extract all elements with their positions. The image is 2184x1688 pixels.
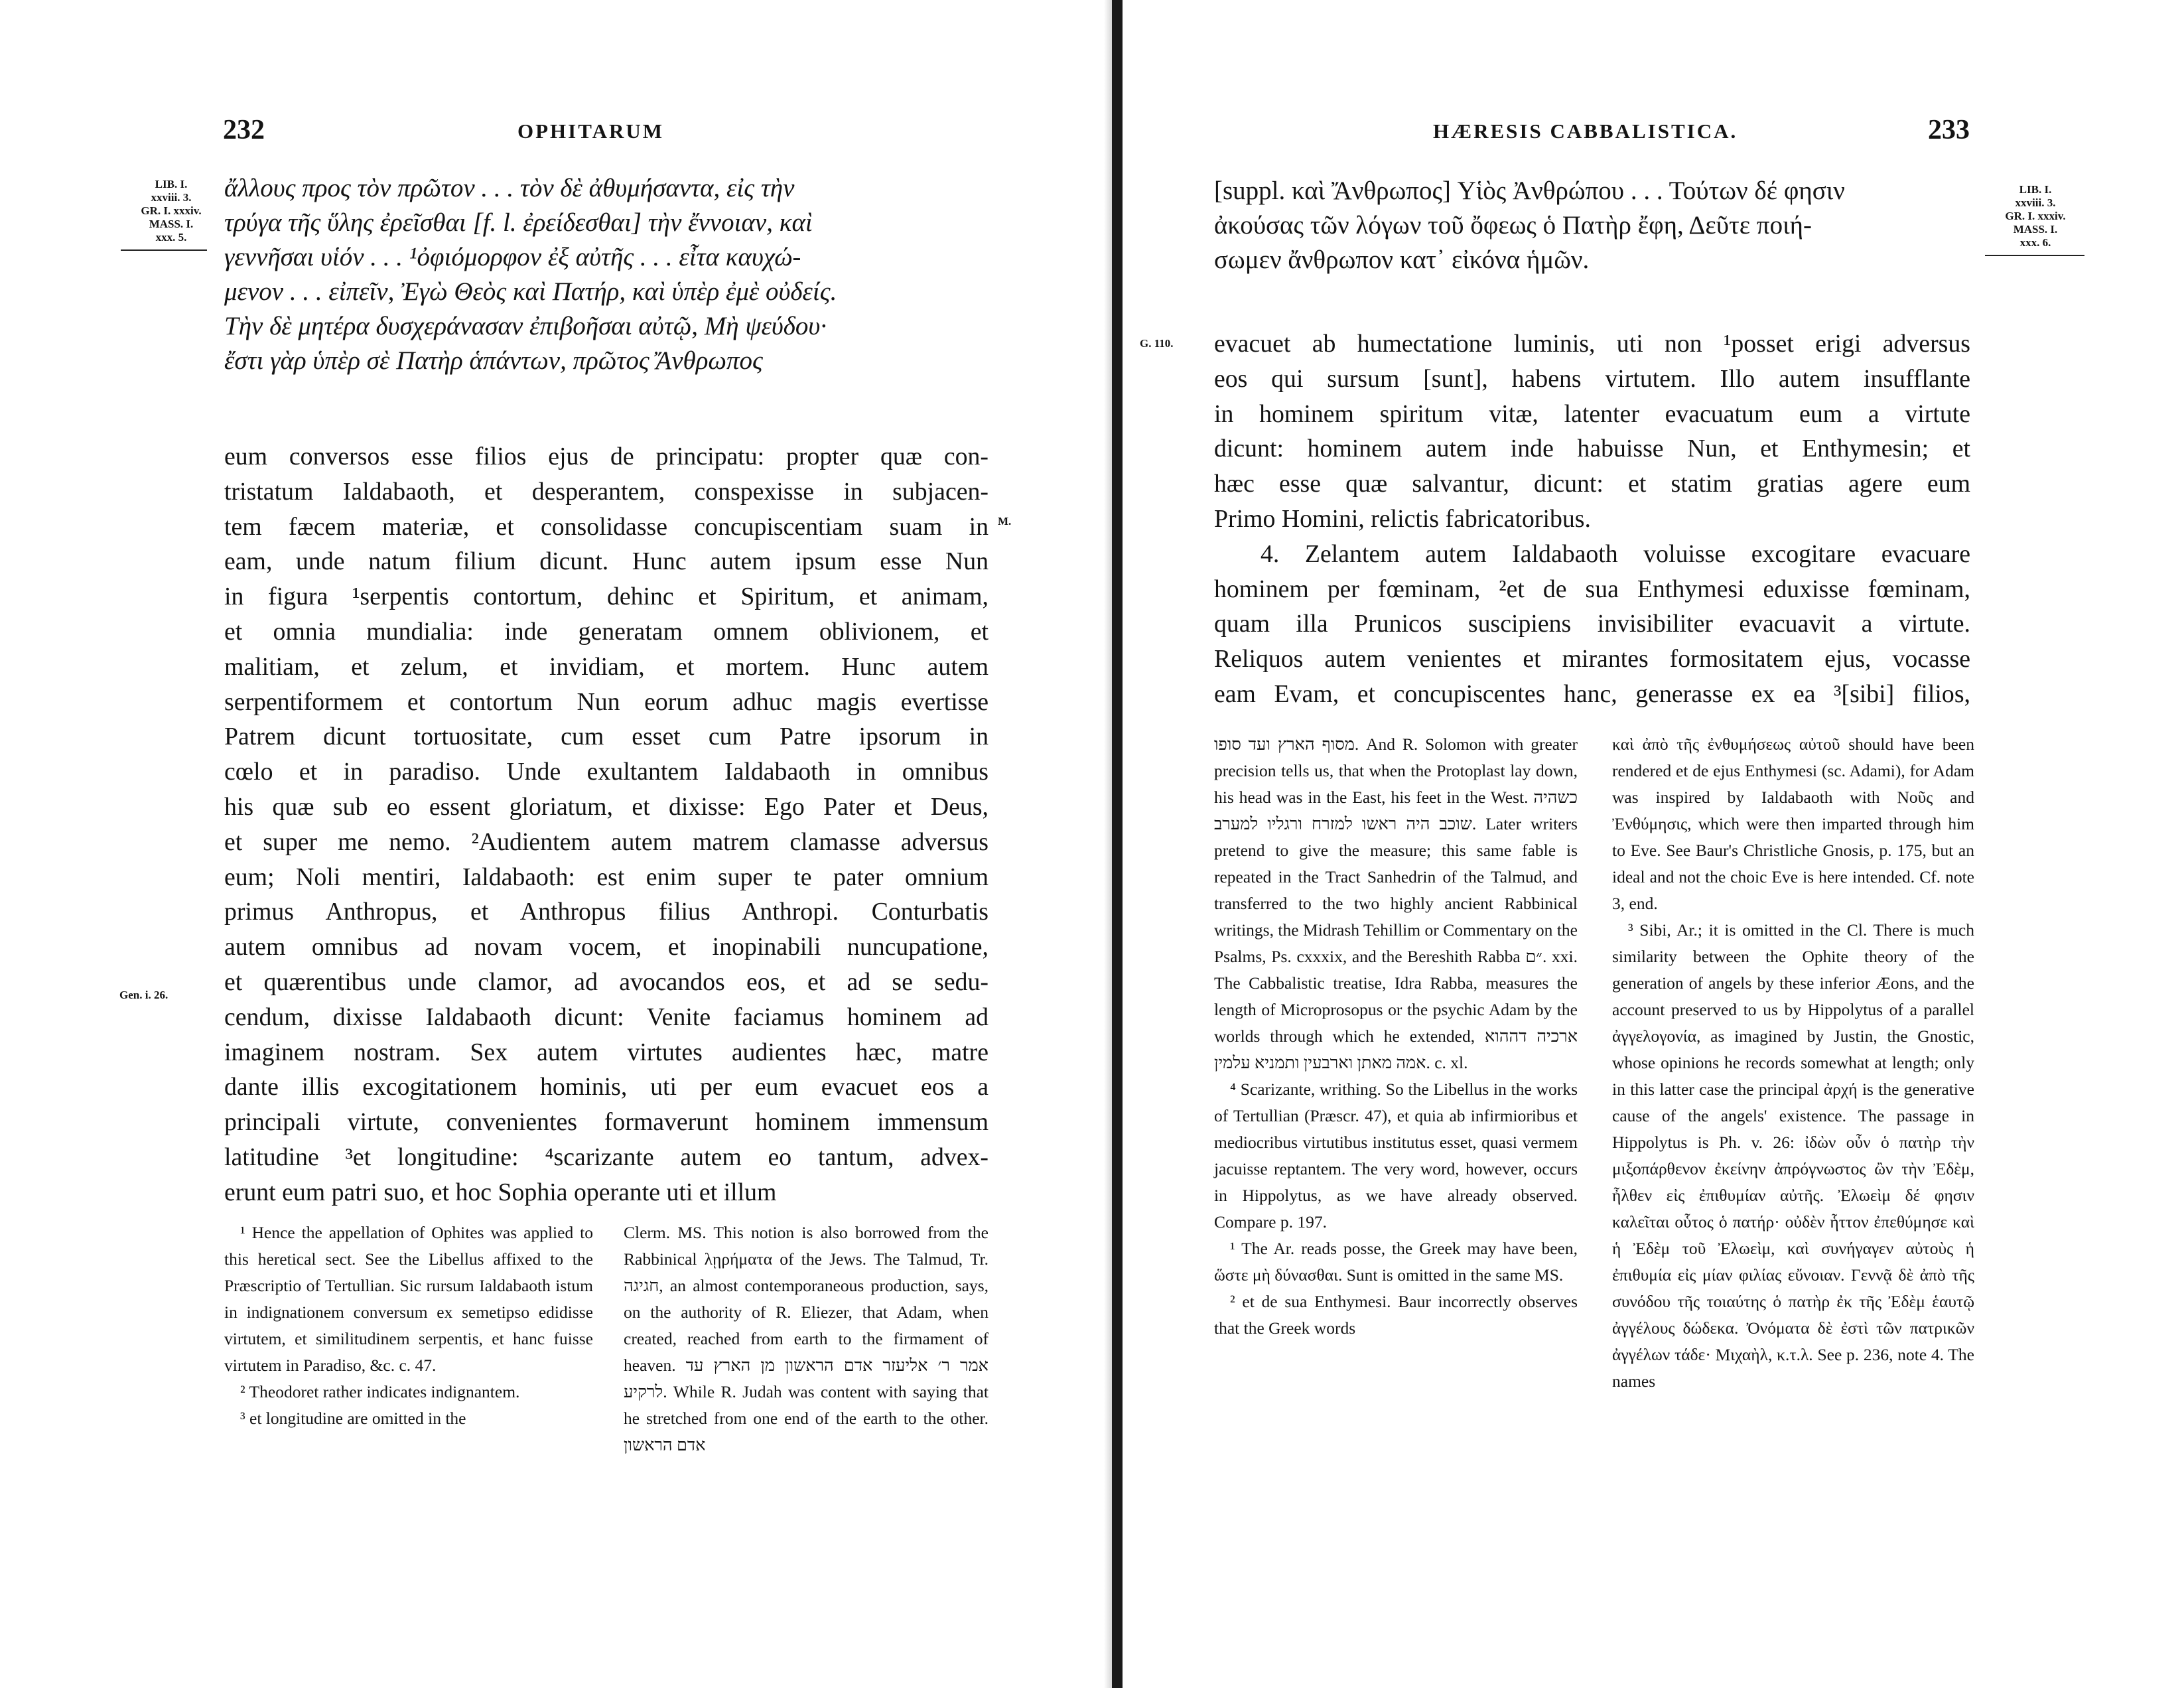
greek-line: γεννῆσαι υἱόν . . . ¹ὀφιόμορφον ἐξ αὐτῆς . . . εἶτα καυχώ- — [224, 243, 801, 271]
left-greek-block — [224, 171, 989, 378]
latin-line: dante illis excogitationem hominis, uti per eum evacuet eos a — [224, 1073, 989, 1101]
book-gutter — [1112, 0, 1123, 1688]
latin-line: cendum, dixisse Ialdabaoth dicunt: Venite faciamus hominem ad — [224, 1003, 989, 1031]
left-footnotes-col2 — [624, 1220, 989, 1458]
footnote: ⁴ Scarizante, writhing. So the Libellus in the works of Tertullian (Præscr. 47), et quia ab infirmioribus et mediocribus virtutibus institutus esset, quasi vermem jacuisse reptantem. The very word, however, occurs in Hippolytus, as we have already observed. Compare p. 197. — [1214, 1080, 1578, 1231]
right-footnotes-col2 — [1612, 731, 1974, 1395]
left-page-number: 232 — [223, 115, 265, 145]
side-ref-line: MASS. I. — [2013, 223, 2058, 236]
latin-line: his quæ sub eo essent gloriatum, et dixisse: Ego Pater et Deus, — [224, 792, 989, 821]
latin-line: in hominem spiritum vitæ, latenter evacuatum eum a virtute — [1214, 399, 1970, 428]
side-ref-line: xxviii. 3. — [151, 191, 192, 204]
latin-line: tristatum Ialdabaoth, et desperantem, conspexisse in subjacen- — [224, 477, 989, 506]
side-ref-line: GR. I. xxxiv. — [141, 204, 202, 217]
latin-line: Patrem dicunt tortuositate, cum esset cum Patre ipsorum in — [224, 723, 989, 751]
side-ref-line: LIB. I. — [2019, 183, 2052, 196]
footnote: καὶ ἀπὸ τῆς ἐνθυμήσεως αὐτοῦ should have been rendered et de ejus Enthymesi (sc. Adami), for Adam was inspired by Ialdabaoth with Νοῦς and Ἐνθύμησις, which were then imparted through him to Eve. See Baur's Christliche Gnosis, p. 175, but an ideal and not the choic Eve is here intended. Cf. note 3, end. — [1612, 735, 1974, 913]
latin-line: malitiam, et zelum, et invidiam, et mortem. Hunc autem — [224, 652, 989, 681]
side-ref-line: xxviii. 3. — [2015, 196, 2056, 209]
right-page-number: 233 — [1928, 115, 1970, 145]
footnote: ³ et longitudine are omitted in the — [240, 1409, 466, 1428]
latin-line: eum; Noli mentiri, Ialdabaoth: est enim super te pater omnium — [224, 863, 989, 891]
left-footnotes-col1 — [224, 1220, 593, 1432]
right-footnotes-col1 — [1214, 731, 1578, 1342]
greek-line: [suppl. καὶ Ἄνθρωπος] Υἱὸς Ἀνθρώπου . . . Τούτων δέ φησιν — [1214, 176, 1845, 205]
latin-line: hominem per fœminam, ²et de sua Enthymesi eduxisse fœminam, — [1214, 575, 1970, 603]
latin-line: tem fæcem materiæ, et consolidasse concupiscentiam suam in — [224, 512, 989, 541]
latin-line: 4. Zelantem autem Ialdabaoth voluisse excogitare evacuare — [1261, 539, 1970, 568]
right-margin-g: G. 110. — [1140, 337, 1174, 350]
latin-line: imaginem nostram. Sex autem virtutes audientes hæc, matre — [224, 1038, 989, 1066]
latin-line: eum conversos esse filios ejus de principatu: propter quæ con- — [224, 443, 989, 470]
right-page — [1123, 0, 2184, 1688]
greek-line: ἄλλους προς τὸν πρῶτον . . . τὸν δὲ ἀθυμήσαντα, εἰς τὴν — [224, 174, 795, 202]
footnote: ² Theodoret rather indicates indignantem. — [240, 1382, 520, 1401]
side-ref-line: xxx. 5. — [155, 231, 187, 244]
greek-line: Τὴν δὲ μητέρα δυσχεράνασαν ἐπιβοῆσαι αὐτῷ, Μὴ ψεύδου· — [224, 312, 827, 340]
footnote: ¹ The Ar. reads posse, the Greek may have been, ὥστε μὴ δύνασθαι. Sunt is omitted in the same MS. — [1214, 1239, 1578, 1285]
latin-line: hæc esse quæ salvantur, dicunt: et statim gratias agere eum — [1214, 470, 1970, 498]
latin-line: eos qui sursum [sunt], habens virtutem. Illo autem insufflante — [1214, 364, 1970, 393]
greek-line: ἔστι γὰρ ὑπὲρ σὲ Πατὴρ ἁπάντων, πρῶτος Ἄνθρωπος — [224, 346, 763, 375]
footnote: ³ Sibi, Ar.; it is omitted in the Cl. There is much similarity between the Ophite theory of the generation of angels by these inferior Æons, and the account preserved to us by Hippolytus of a parallel ἀγγελογονία, as imagined by Justin, the Gnostic, whose opinions he records somewhat at length; only in this latter case the principal ἀρχή is the generative cause of the angels' existence. The passage in Hippolytus is Ph. v. 26: ἰδὼν οὖν ὁ πατὴρ τὴν μιξοπάρθενον ἐκείνην ἀπρόγνωστος ὢν τὴν Ἐδὲμ, ἦλθεν εἰς ἐπιθυμίαν αὐτῆς. Ἐλωεὶμ δέ φησιν καλεῖται οὗτος ὁ πατήρ· οὐδὲν ἧττον ἐπεθύμησε καὶ ἡ Ἐδὲμ τοῦ Ἐλωεὶμ, καὶ συνήγαγεν αὐτοὺς ἡ ἐπιθυμία εἰς μίαν φιλίας εὔνοιαν. Γεννᾷ δὲ ἀπὸ τῆς συνόδου τῆς τοιαύτης ὁ πατὴρ ἐκ τῆς Ἐδὲμ ἑαυτῷ ἀγγέλους δώδεκα. Ὀνόματα δὲ ἐστὶ τῶν πατρικῶν ἀγγέλων τάδε· Μιχαὴλ, κ.τ.λ. See p. 236, note 4. The names — [1612, 920, 1974, 1391]
side-ref-line: xxx. 6. — [2019, 236, 2051, 249]
right-latin-text — [1214, 326, 1970, 712]
footnote: מסוף הארץ ועד סופו. And R. Solomon with greater precision tells us, that when the Protoplast lay down, his head was in the East, his feet in the West. כשהיה שוכב היה ראשו למזרח ורגליו למערב. Later writers pretend to give the measure; this same fable is repeated in the Tract Sanhedrin of the Talmud, and transferred to the two highly ancient Rabbinical writings, the Midrash Tehillim or Commentary on the Psalms, Ps. cxxxix, and the Bereshith Rabba ״ם. xxi. The Cabbalistic treatise, Idra Rabba, measures the length of Microprosopus or the psychic Adam by the worlds through which he extended, ארכיה דההוא אמה מאתן וארבעין ותמניא עלמין. c. xl. — [1214, 735, 1578, 1072]
greek-line: μενον . . . εἰπεῖν, Ἐγὼ Θεὸς καὶ Πατήρ, καὶ ὑπὲρ ἐμὲ οὐδείς. — [224, 277, 837, 306]
latin-line: evacuet ab humectatione luminis, uti non ¹posset erigi adversus — [1214, 330, 1970, 358]
latin-line: primus Anthropus, et Anthropus filius Anthropi. Conturbatis — [224, 898, 989, 926]
latin-line: et super me nemo. ²Audientem autem matrem clamasse adversus — [224, 827, 989, 856]
latin-line: Reliquos autem venientes et mirantes formositatem ejus, vocasse — [1214, 645, 1970, 673]
latin-line: in figura ¹serpentis contortum, dehinc et Spiritum, et animam, — [224, 583, 989, 611]
latin-line: latitudine ³et longitudine: ⁴scarizante autem eo tantum, advex- — [224, 1143, 989, 1171]
latin-line: principali virtute, convenientes formaverunt hominem immensum — [224, 1108, 989, 1137]
left-margin-m: M. — [998, 515, 1012, 528]
latin-line: cœlo et in paradiso. Unde exultantem Ialdabaoth in omnibus — [224, 758, 989, 786]
greek-line: σωμεν ἄνθρωπον κατ᾽ εἰκόνα ἡμῶν. — [1214, 246, 1590, 274]
latin-line: autem omnibus ad novam vocem, et inopinabili nuncupatione, — [224, 933, 989, 961]
latin-line: Primo Homini, relictis fabricatoribus. — [1214, 504, 1591, 533]
side-ref-line: GR. I. xxxiv. — [2005, 210, 2066, 222]
side-ref-line: LIB. I. — [155, 178, 188, 190]
left-latin-text — [224, 439, 989, 1210]
left-margin-gen: Gen. i. 26. — [119, 989, 169, 1001]
latin-line: serpentiformem et contortum Nun eorum adhuc magis evertisse — [224, 687, 989, 716]
latin-line: eam Evam, et concupiscentes hanc, generasse ex ea ³[sibi] filios, — [1214, 679, 1970, 708]
latin-line: erunt eum patri suo, et hoc Sophia operante uti et illum — [224, 1178, 777, 1206]
latin-line: quam illa Prunicos suscipiens invisibiliter evacuavit a virtute. — [1214, 610, 1970, 638]
footnote: Clerm. MS. This notion is also borrowed from the Rabbinical λῃρήματα of the Jews. The Talmud, Tr. חגיגה, an almost contemporaneous production, says, on the authority of R. Eliezer, that Adam, when created, reached from earth to the firmament of heaven. אמר ר׳ אליעזר אדם הראשון מן הארץ עד לרקיע. While R. Judah was content with saying that he stretched from one end of the earth to the other. אדם הראשון — [624, 1223, 989, 1454]
latin-line: eam, unde natum filium dicunt. Hunc autem ipsum esse Nun — [224, 547, 989, 576]
gutter-shadow — [1104, 0, 1112, 1688]
footnote: ¹ Hence the appellation of Ophites was applied to this heretical sect. See the Libellus affixed to the Præscriptio of Tertullian. Sic rursum Ialdabaoth istum in indignationem conversum ex semetipso edidisse virtutem, et similitudinem serpentis, et hanc fuisse virtutem in Paradiso, &c. c. 47. — [224, 1223, 593, 1375]
left-running-head: OPHITARUM — [517, 119, 665, 143]
greek-line: ἀκούσας τῶν λόγων τοῦ ὄφεως ὁ Πατὴρ ἔφη, Δεῦτε ποιή- — [1214, 211, 1812, 240]
footnote: ² et de sua Enthymesi. Baur incorrectly observes that the Greek words — [1214, 1292, 1578, 1338]
latin-line: dicunt: hominem autem inde habuisse Nun, et Enthymesin; et — [1214, 435, 1970, 463]
side-ref-rule — [1985, 255, 2084, 256]
right-greek-block — [1214, 174, 1970, 277]
side-ref-rule — [121, 249, 207, 251]
left-side-reference — [130, 178, 212, 244]
latin-line: et quærentibus unde clamor, ad avocandos eos, et ad se sedu- — [224, 967, 989, 996]
greek-line: τρύγα τῆς ὕλης ἐρεῖσθαι [f. l. ἐρείδεσθαι] τὴν ἔννοιαν, καὶ — [224, 208, 813, 237]
right-running-head: HÆRESIS CABBALISTICA. — [1433, 119, 1738, 143]
right-side-reference — [1989, 183, 2082, 249]
side-ref-line: MASS. I. — [149, 218, 194, 230]
latin-line: et omnia mundialia: inde generatam omnem oblivionem, et — [224, 617, 989, 646]
